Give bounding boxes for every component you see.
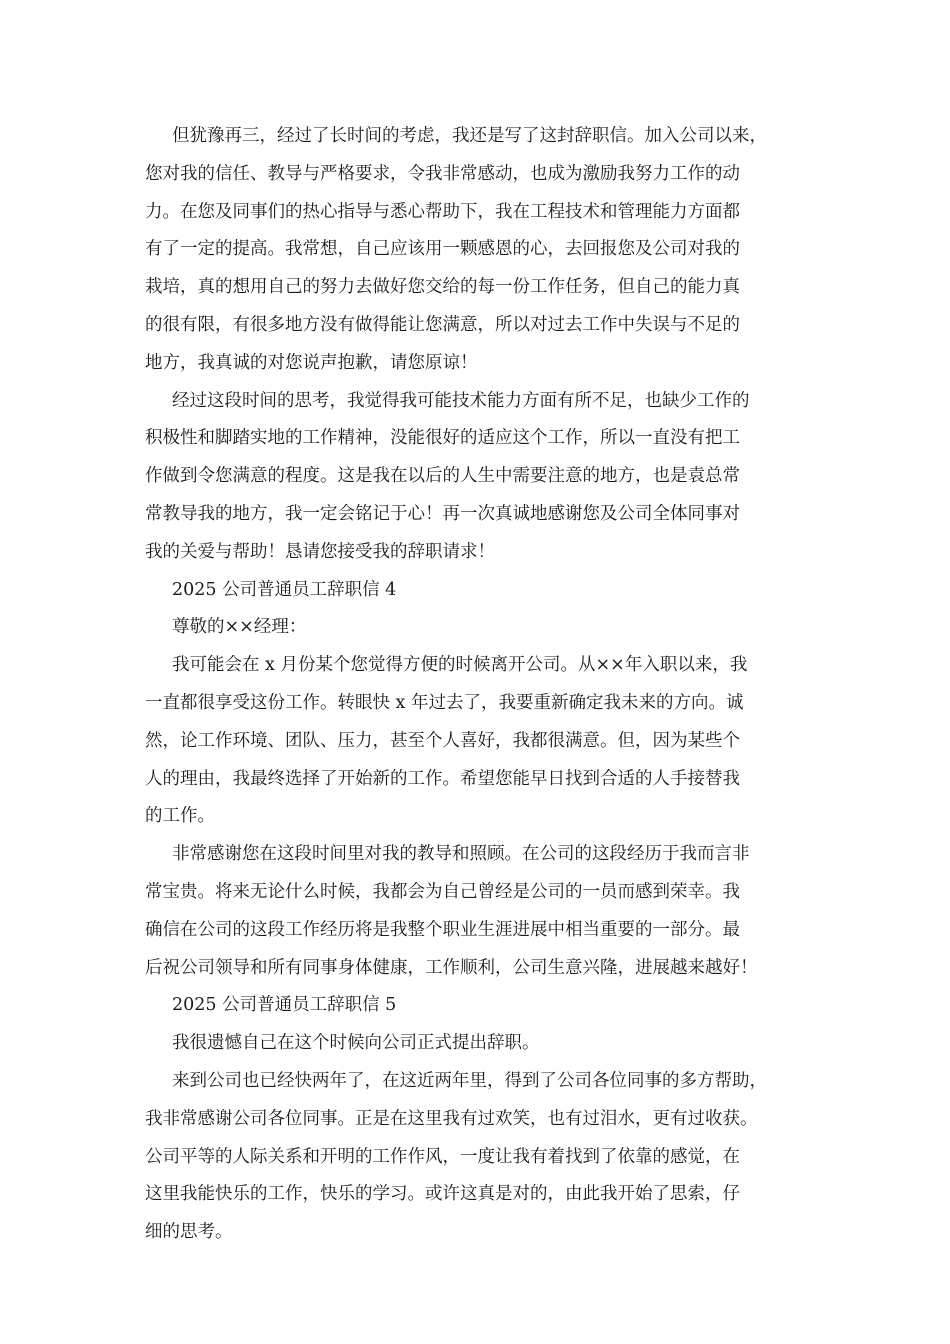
text-line: 我可能会在 x 月份某个您觉得方便的时候离开公司。从××年入职以来，我 bbox=[172, 655, 748, 676]
document-body bbox=[145, 118, 810, 1252]
text-line: 经过这段时间的思考，我觉得我可能技术能力方面有所不足，也缺少工作的 bbox=[172, 390, 750, 411]
text-line: 地方，我真诚的对您说声抱歉，请您原谅！ bbox=[145, 352, 478, 373]
text-line: 然，论工作环境、团队、压力，甚至个人喜好，我都很满意。但，因为某些个 bbox=[145, 730, 740, 751]
text-line: 力。在您及同事们的热心指导与悉心帮助下，我在工程技术和管理能力方面都 bbox=[145, 201, 740, 222]
text-line: 一直都很享受这份工作。转眼快 x 年过去了，我要重新确定我未来的方向。诚 bbox=[145, 692, 744, 713]
text-line: 来到公司也已经快两年了，在这近两年里，得到了公司各位同事的多方帮助， bbox=[172, 1070, 767, 1091]
text-line: 常教导我的地方，我一定会铭记于心！再一次真诚地感谢您及公司全体同事对 bbox=[145, 503, 740, 524]
text-line: 您对我的信任、教导与严格要求，令我非常感动，也成为激励我努力工作的动 bbox=[145, 163, 740, 184]
text-line: 尊敬的××经理： bbox=[172, 617, 307, 638]
text-line: 这里我能快乐的工作，快乐的学习。或许这真是对的，由此我开始了思索，仔 bbox=[145, 1184, 740, 1205]
text-line: 2025 公司普通员工辞职信 4 bbox=[172, 579, 397, 600]
text-line: 我的关爱与帮助！恳请您接受我的辞职请求！ bbox=[145, 541, 495, 562]
text-line: 作做到令您满意的程度。这是我在以后的人生中需要注意的地方，也是袁总常 bbox=[145, 466, 740, 487]
text-line: 的很有限，有很多地方没有做得能让您满意，所以对过去工作中失误与不足的 bbox=[145, 314, 740, 335]
text-line: 栽培，真的想用自己的努力去做好您交给的每一份工作任务，但自己的能力真 bbox=[145, 277, 740, 298]
text-line: 非常感谢您在这段时间里对我的教导和照顾。在公司的这段经历于我而言非 bbox=[172, 844, 750, 865]
text-line: 的工作。 bbox=[145, 806, 215, 827]
text-line: 后祝公司领导和所有同事身体健康，工作顺利，公司生意兴隆，进展越来越好！ bbox=[145, 957, 758, 978]
text-line: 细的思考。 bbox=[145, 1222, 233, 1243]
text-line: 我很遗憾自己在这个时候向公司正式提出辞职。 bbox=[172, 1033, 540, 1054]
text-line: 确信在公司的这段工作经历将是我整个职业生涯进展中相当重要的一部分。最 bbox=[145, 919, 740, 940]
text-line: 我非常感谢公司各位同事。正是在这里我有过欢笑，也有过泪水，更有过收获。 bbox=[145, 1108, 758, 1129]
text-line: 但犹豫再三，经过了长时间的考虑，我还是写了这封辞职信。加入公司以来， bbox=[172, 126, 767, 146]
text-line: 有了一定的提高。我常想，自己应该用一颗感恩的心，去回报您及公司对我的 bbox=[145, 239, 740, 260]
text-line: 公司平等的人际关系和开明的工作作风，一度让我有着找到了依靠的感觉，在 bbox=[145, 1146, 740, 1167]
text-line: 积极性和脚踏实地的工作精神，没能很好的适应这个工作，所以一直没有把工 bbox=[145, 428, 740, 449]
text-line: 人的理由，我最终选择了开始新的工作。希望您能早日找到合适的人手接替我 bbox=[145, 768, 740, 789]
text-line: 2025 公司普通员工辞职信 5 bbox=[172, 995, 397, 1016]
text-line: 常宝贵。将来无论什么时候，我都会为自己曾经是公司的一员而感到荣幸。我 bbox=[145, 881, 740, 902]
